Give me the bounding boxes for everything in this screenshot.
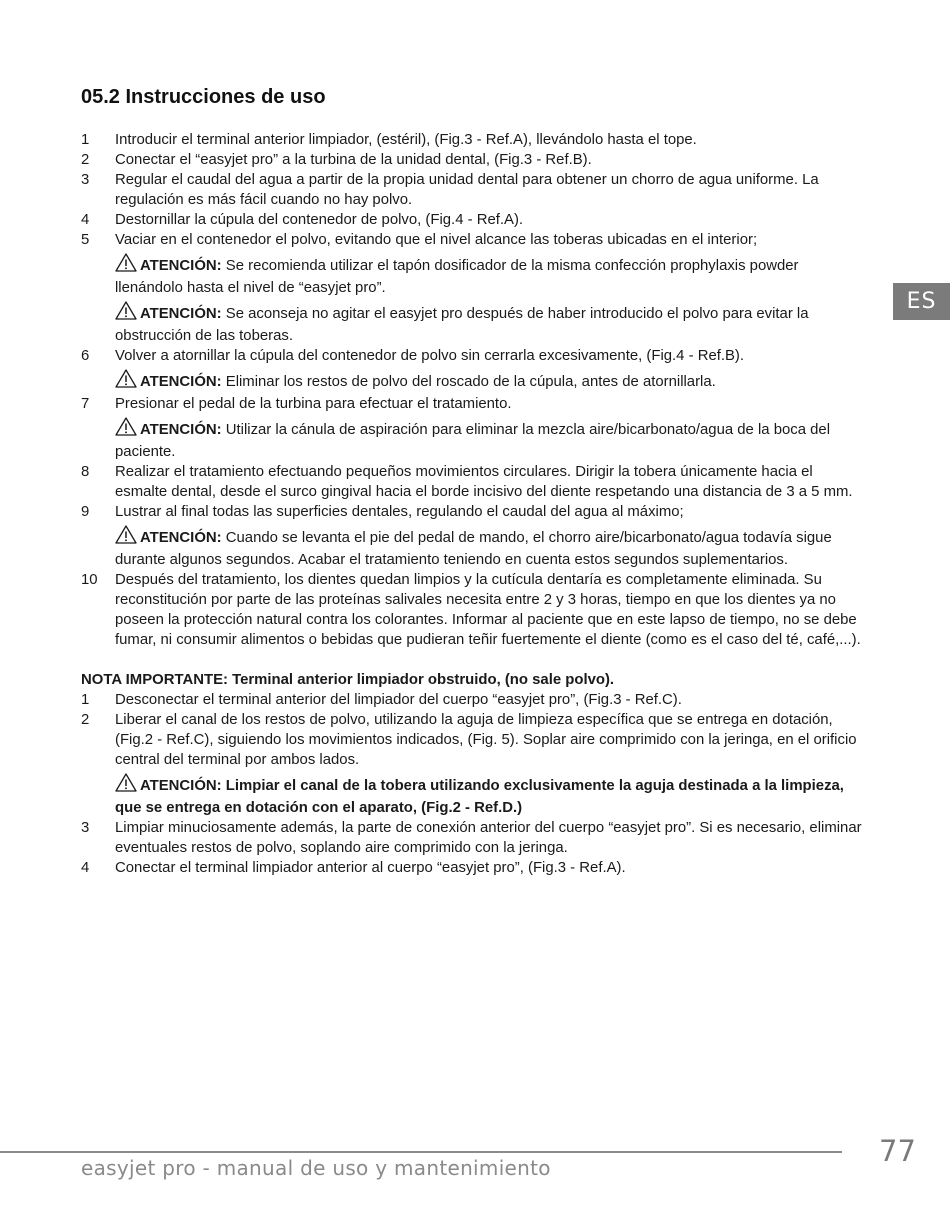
step-text: Presionar el pedal de la turbina para efectuar el tratamiento. — [115, 396, 512, 412]
list-item — [81, 690, 866, 710]
list-item — [81, 710, 866, 770]
warning-text: Eliminar los restos de polvo del roscado de la cúpula, antes de atornillarla. — [221, 374, 716, 390]
step-text: Introducir el terminal anterior limpiador, (estéril), (Fig.3 - Ref.A), llevándolo hasta el tope. — [115, 132, 697, 148]
list-item — [81, 462, 866, 502]
list-item — [81, 210, 866, 230]
step-number: 3 — [81, 820, 90, 836]
warning-triangle-icon — [115, 525, 137, 550]
warning-label: ATENCIÓN: — [140, 306, 222, 322]
step-number: 10 — [81, 572, 98, 588]
step-number: 9 — [81, 504, 90, 520]
step-text: Liberar el canal de los restos de polvo, utilizando la aguja de limpieza específica que se entrega en dotación, (Fig.2 - Ref.C), siguiendo los movimientos indicados, (Fig. 5). Soplar aire comprimido con la jeringa, en el orificio central del terminal por ambos lados. — [115, 712, 857, 768]
step-text: Volver a atornillar la cúpula del contenedor de polvo sin cerrarla excesivamente, (Fig.4 - Ref.B). — [115, 348, 745, 364]
warning-triangle-icon — [115, 417, 137, 442]
step-number: 8 — [81, 464, 90, 480]
warning-note — [115, 253, 866, 298]
step-text: Después del tratamiento, los dientes quedan limpios y la cutícula dentaría es completamente eliminada. Su reconstitución por parte de las proteínas salivales necesita entre 2 y 3 horas, tiempo en que los dientes ya no poseen la protección natural contra los colorantes. Informar al paciente que en este lapso de tiempo, no se debe fumar, ni consumir alimentos o bebidas que pudieran teñir fuertemente el diente (como es el caso del té, café,...). — [115, 572, 861, 648]
list-item — [81, 818, 866, 858]
warning-text: Limpiar el canal de la tobera utilizando exclusivamente la aguja destinada a la limpieza, que se entrega en dotación con el aparato, (Fig.2 - Ref.D.) — [115, 778, 844, 816]
note-heading: NOTA IMPORTANTE: Terminal anterior limpiador obstruido, (no sale polvo). — [81, 672, 615, 688]
list-item — [81, 170, 866, 210]
step-number: 4 — [81, 212, 90, 228]
step-number: 1 — [81, 692, 90, 708]
warning-triangle-icon — [115, 369, 137, 394]
step-number: 2 — [81, 712, 90, 728]
list-item — [81, 230, 866, 250]
step-text: Conectar el “easyjet pro” a la turbina de la unidad dental, (Fig.3 - Ref.B). — [115, 152, 592, 168]
warning-label: ATENCIÓN: — [140, 422, 222, 438]
step-text: Lustrar al final todas las superficies dentales, regulando el caudal del agua al máximo; — [115, 504, 684, 520]
warning-note — [115, 773, 866, 818]
warning-label: ATENCIÓN: — [140, 778, 222, 794]
warning-note — [115, 301, 866, 346]
warning-triangle-icon — [115, 773, 137, 798]
list-item — [81, 130, 866, 150]
warning-text: Cuando se levanta el pie del pedal de mando, el chorro aire/bicarbonato/agua todavía sigue durante algunos segundos. Acabar el tratamiento teniendo en cuenta estos segundos suplementarios. — [115, 530, 832, 568]
step-number: 5 — [81, 232, 90, 248]
warning-triangle-icon — [115, 253, 137, 278]
warning-note — [115, 525, 866, 570]
step-text: Limpiar minuciosamente además, la parte de conexión anterior del cuerpo “easyjet pro”. Si es necesario, eliminar eventuales restos de polvo, soplando aire comprimido con la jeringa. — [115, 820, 862, 856]
list-item — [81, 570, 866, 650]
step-text: Desconectar el terminal anterior del limpiador del cuerpo “easyjet pro”, (Fig.3 - Ref.C). — [115, 692, 682, 708]
warning-note — [115, 369, 866, 394]
warning-text: Se recomienda utilizar el tapón dosificador de la misma confección prophylaxis powder llenándolo hasta el nivel de “easyjet pro”. — [115, 258, 799, 296]
step-number: 7 — [81, 396, 90, 412]
list-item — [81, 858, 866, 878]
warning-triangle-icon — [115, 301, 137, 326]
step-text: Regular el caudal del agua a partir de la propia unidad dental para obtener un chorro de agua uniforme. La regulación es más fácil cuando no hay polvo. — [115, 172, 819, 208]
step-number: 3 — [81, 172, 90, 188]
warning-note — [115, 417, 866, 462]
step-number: 2 — [81, 152, 90, 168]
step-text: Destornillar la cúpula del contenedor de polvo, (Fig.4 - Ref.A). — [115, 212, 524, 228]
step-number: 1 — [81, 132, 90, 148]
step-text: Conectar el terminal limpiador anterior al cuerpo “easyjet pro”, (Fig.3 - Ref.A). — [115, 860, 626, 876]
list-item — [81, 346, 866, 366]
warning-label: ATENCIÓN: — [140, 374, 222, 390]
step-number: 6 — [81, 348, 90, 364]
step-text: Vaciar en el contenedor el polvo, evitando que el nivel alcance las toberas ubicadas en el interior; — [115, 232, 758, 248]
instructions-list — [81, 130, 866, 878]
list-item — [81, 150, 866, 170]
step-number: 4 — [81, 860, 90, 876]
warning-text: Se aconseja no agitar el easyjet pro después de haber introducido el polvo para evitar la obstrucción de las toberas. — [115, 306, 809, 344]
warning-label: ATENCIÓN: — [140, 258, 222, 274]
page-title: 05.2 Instrucciones de uso — [81, 86, 326, 108]
footer-title: easyjet pro - manual de uso y mantenimiento — [81, 1156, 551, 1180]
list-item — [81, 394, 866, 414]
warning-text: Utilizar la cánula de aspiración para eliminar la mezcla aire/bicarbonato/agua de la boca del paciente. — [115, 422, 831, 460]
warning-label: ATENCIÓN: — [140, 530, 222, 546]
page-number: 77 — [879, 1134, 916, 1168]
step-text: Realizar el tratamiento efectuando pequeños movimientos circulares. Dirigir la tobera únicamente hacia el esmalte dental, desde el surco gingival hacia el borde incisivo del diente respetando una distancia de 3 a 5 mm. — [115, 464, 853, 500]
language-tab: ES — [893, 283, 950, 320]
list-item — [81, 502, 866, 522]
footer-divider — [0, 1151, 842, 1153]
